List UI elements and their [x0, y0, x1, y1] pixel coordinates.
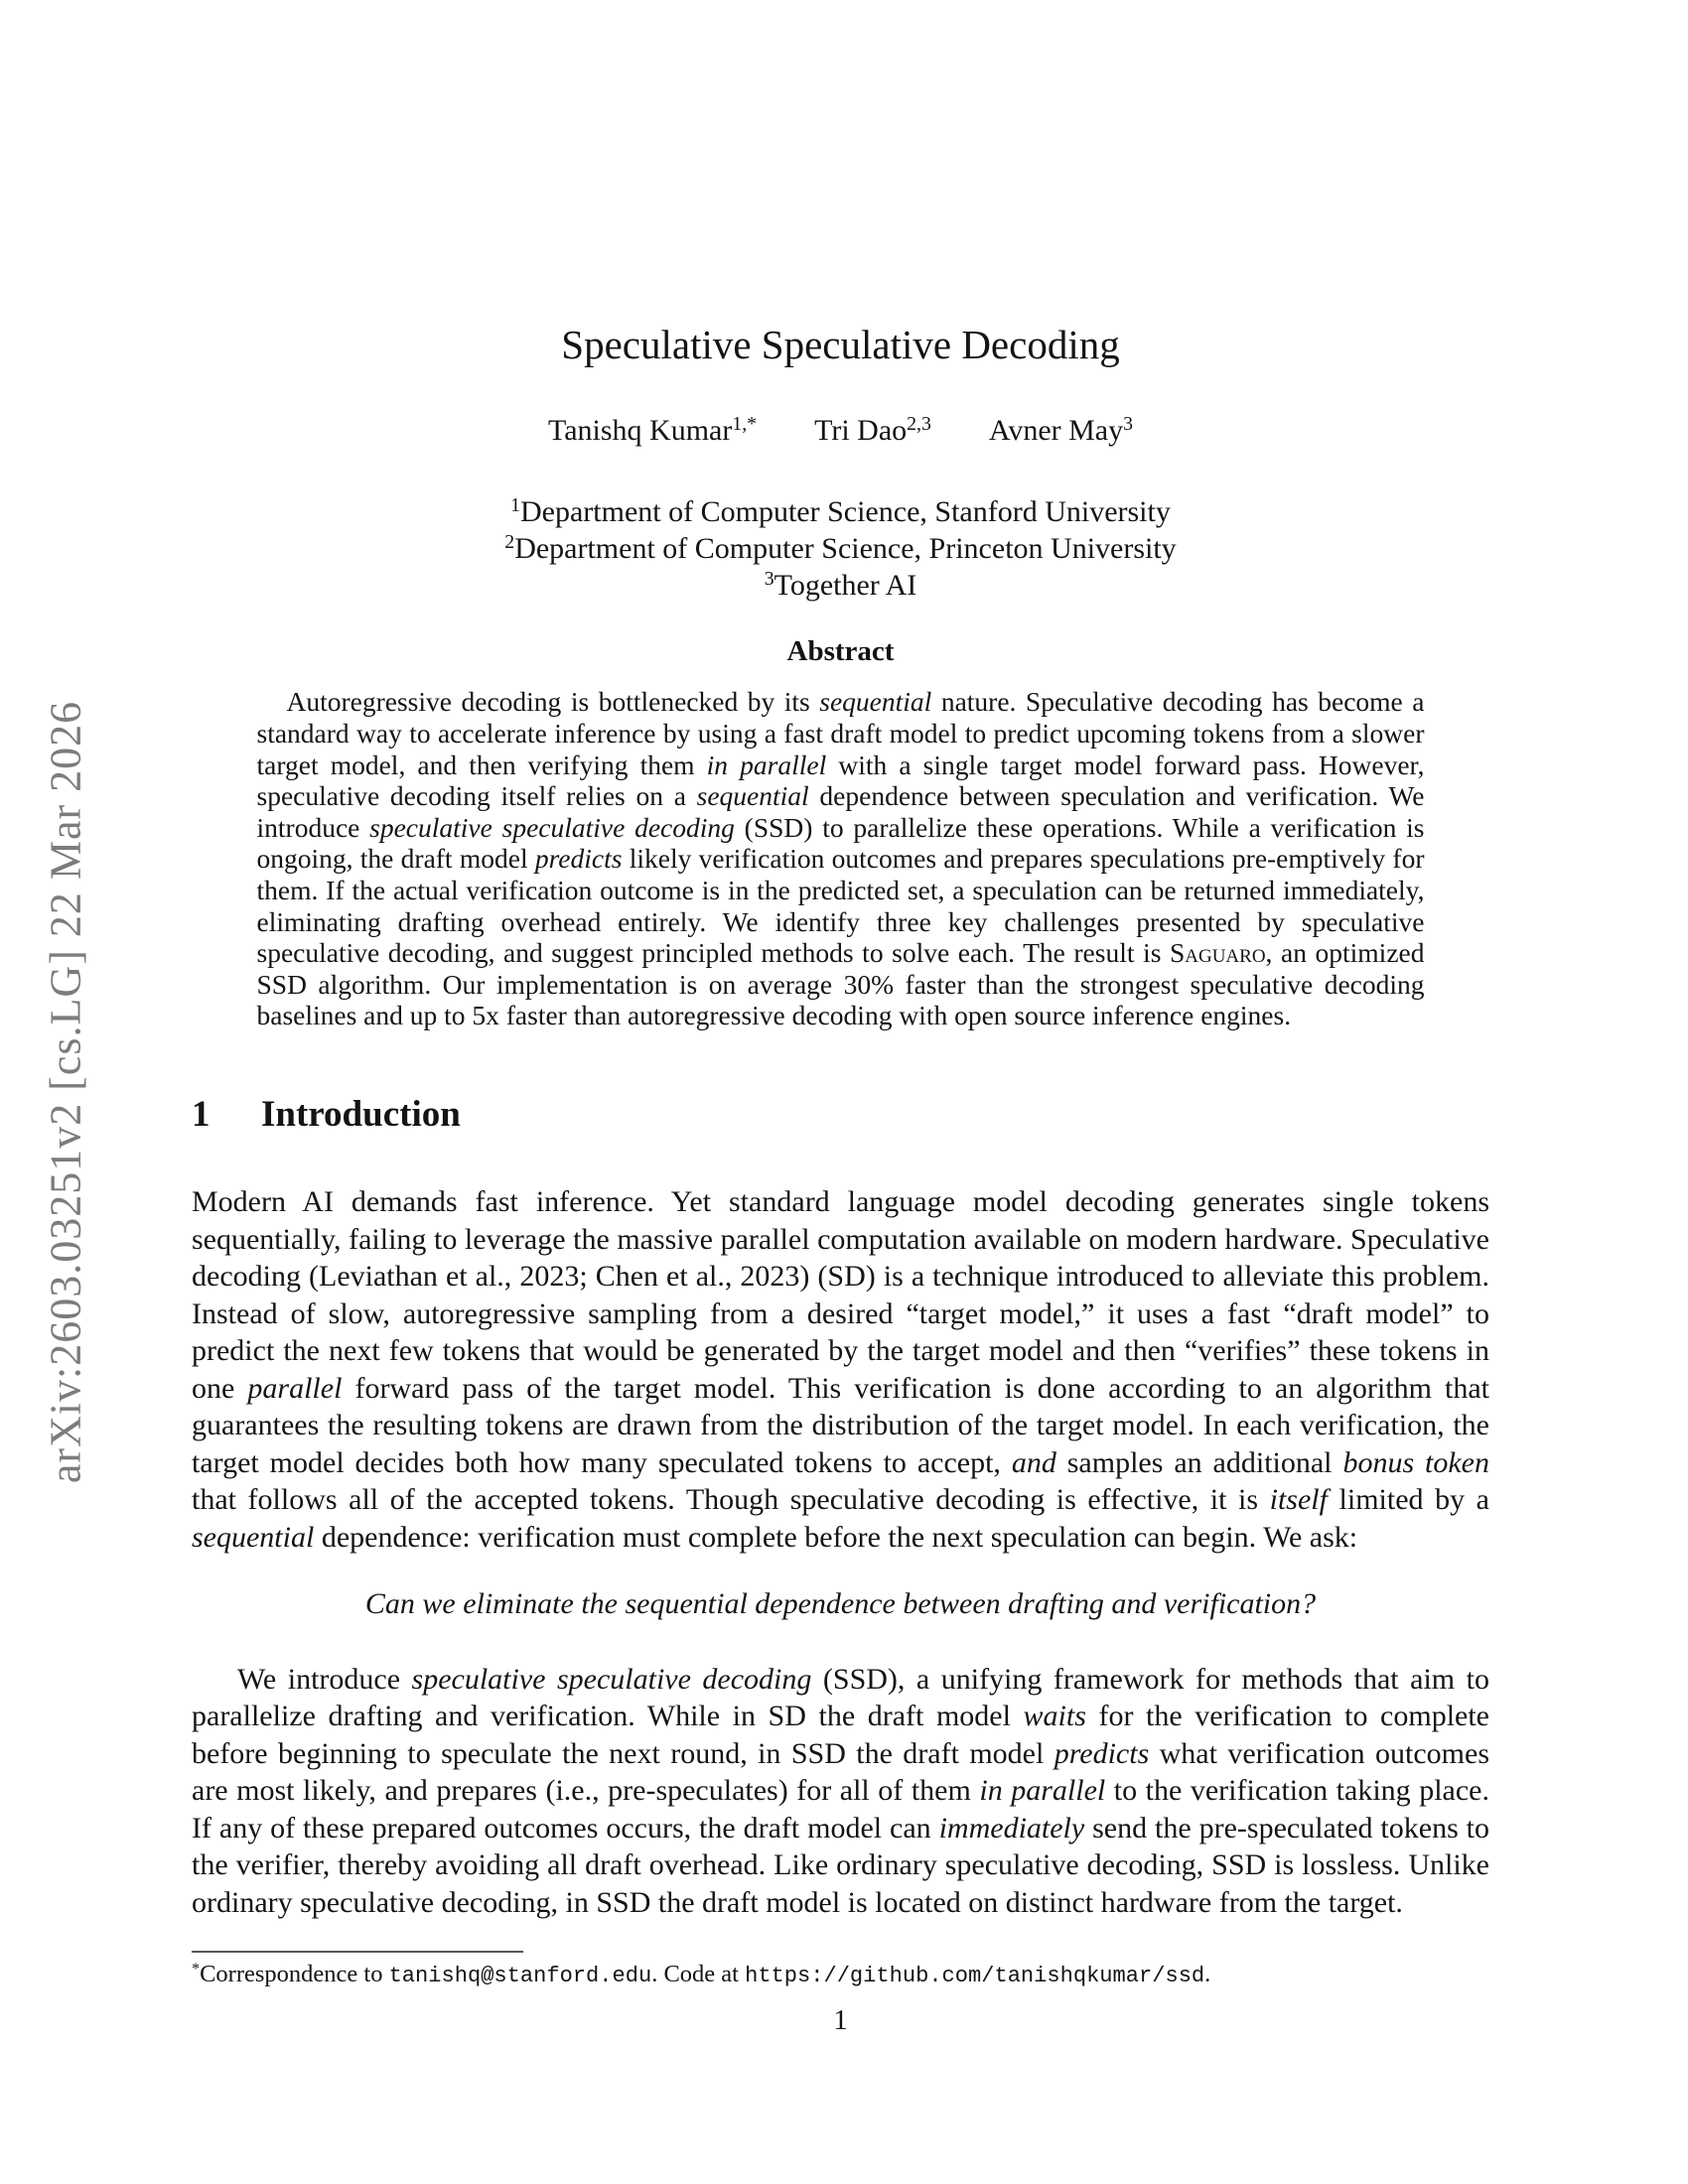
author-1 — [548, 414, 757, 448]
affiliation-2-text: Department of Computer Science, Princeton University — [514, 532, 1177, 566]
affiliation-1-text: Department of Computer Science, Stanford University — [520, 495, 1171, 529]
author-3-superscript: 3 — [1123, 413, 1134, 436]
affiliation-1 — [192, 493, 1489, 530]
author-3-name: Avner May — [988, 414, 1124, 448]
affiliation-3-superscript: 3 — [764, 568, 774, 591]
author-1-superscript: 1,* — [732, 413, 758, 436]
affiliation-1-superscript: 1 — [510, 494, 521, 517]
affiliation-3 — [192, 567, 1489, 604]
section-title: Introduction — [261, 1094, 461, 1135]
footnote-text: *Correspondence to tanishq@stanford.edu. Code at https://github.com/tanishqkumar/ssd. — [192, 1960, 1211, 1988]
paper-content — [192, 0, 1489, 2037]
author-3 — [989, 414, 1133, 448]
affiliations-block — [192, 493, 1489, 604]
author-2 — [814, 414, 931, 448]
author-2-name: Tri Dao — [814, 414, 908, 448]
page-number: 1 — [833, 2004, 848, 2036]
intro-paragraph-2: We introduce speculative speculative decoding (SSD), a unifying framework for methods that aim to parallelize drafting and verification. While in SD the draft model waits for the verification to complete before beginning to speculate the next round, in SSD the draft model predicts what verification outcomes are most likely, and prepares (i.e., pre-speculates) for all of them in parallel to the verification taking place. If any of these prepared outcomes occurs, the draft model can immediately send the pre-speculated tokens to the verifier, thereby avoiding all draft overhead. Like ordinary speculative decoding, SSD is lossless. Unlike ordinary speculative decoding, in SSD the draft model is located on distinct hardware from the target. — [192, 1662, 1490, 1919]
affiliation-3-text: Together AI — [774, 569, 917, 603]
arxiv-stamp: arXiv:2603.03251v2 [cs.LG] 22 Mar 2026 — [41, 700, 90, 1484]
intro-question: Can we eliminate the sequential dependence between drafting and verification? — [364, 1587, 1317, 1620]
intro-paragraph-1: Modern AI demands fast inference. Yet standard language model decoding generates single tokens sequentially, failing to leverage the massive parallel computation available on modern hardware. Speculative decoding (Leviathan et al., 2023; Chen et al., 2023) (SD) is a technique introduced to alleviate this problem. Instead of slow, autoregressive sampling from a desired “target model,” it uses a fast “draft model” to predict the next few tokens that would be generated by the target model and then “verifies” these tokens in one parallel forward pass of the target model. This verification is done according to an algorithm that guarantees the resulting tokens are drawn from the distribution of the target model. In each verification, the target model decides both how many speculated tokens to accept, and samples an additional bonus token that follows all of the accepted tokens. Though speculative decoding is effective, it is itself limited by a sequential dependence: verification must complete before the next speculation can begin. We ask: — [192, 1185, 1489, 1554]
footnote-rule — [192, 1951, 523, 1953]
section-number: 1 — [192, 1094, 211, 1135]
authors-line — [192, 414, 1489, 448]
abstract-body: Autoregressive decoding is bottlenecked by its sequential nature. Speculative decoding has become a standard way to accelerate inference by using a fast draft model to predict upcoming tokens from a slower target model, and then verifying them in parallel with a single target model forward pass. However, speculative decoding itself relies on a sequential dependence between speculation and verification. We introduce speculative speculative decoding (SSD) to parallelize these operations. While a verification is ongoing, the draft model predicts likely verification outcomes and prepares speculations pre-emptively for them. If the actual verification outcome is in the predicted set, a speculation can be returned immediately, eliminating drafting overhead entirely. We identify three key challenges presented by speculative speculative decoding, and suggest principled methods to solve each. The result is Saguaro, an optimized SSD algorithm. Our implementation is on average 30% faster than the strongest speculative decoding baselines and up to 5x faster than autoregressive decoding with open source inference engines. — [256, 686, 1425, 1031]
author-1-name: Tanishq Kumar — [547, 414, 733, 448]
section-heading-introduction — [192, 1093, 1489, 1136]
author-2-superscript: 2,3 — [907, 413, 931, 436]
affiliation-2-superscript: 2 — [504, 531, 515, 554]
abstract-heading: Abstract — [786, 635, 895, 668]
affiliation-2 — [192, 530, 1489, 567]
paper-title: Speculative Speculative Decoding — [561, 322, 1120, 368]
